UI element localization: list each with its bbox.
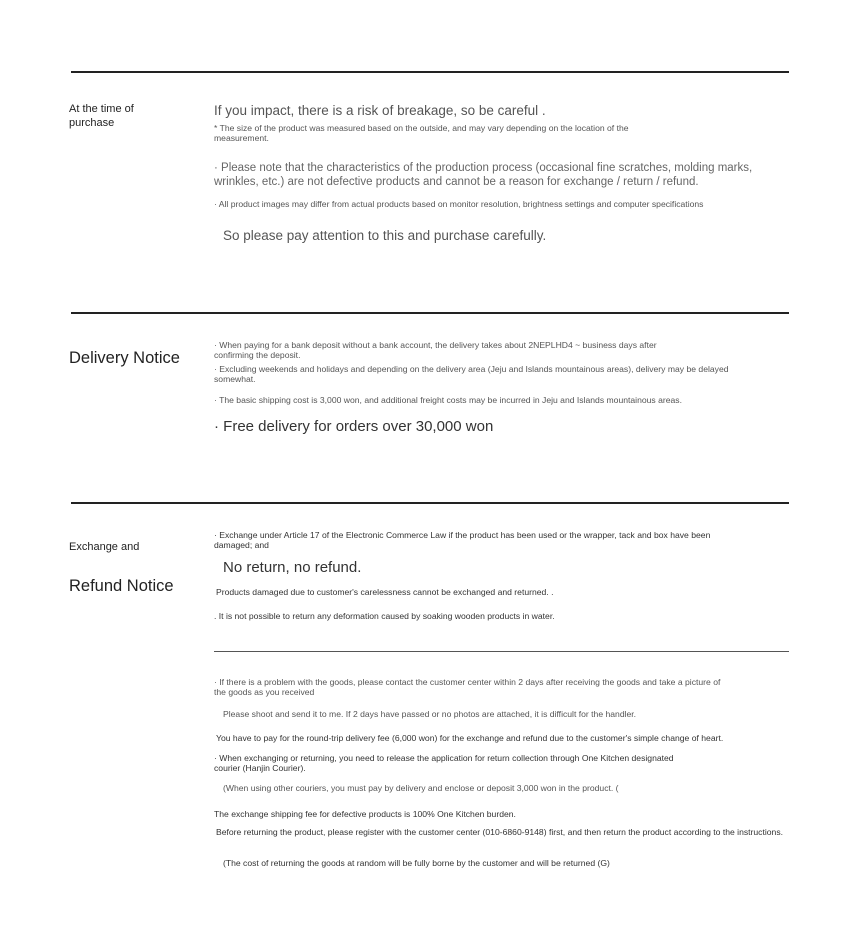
exchange-line: · If there is a problem with the goods, please contact the customer center within 2 days after receiving the goods and take a picture of the goods as you received bbox=[214, 677, 721, 697]
purchase-line: · All product images may differ from actual products based on monitor resolution, brightness settings and computer specifications bbox=[214, 199, 704, 209]
delivery-heading: Delivery Notice bbox=[69, 349, 180, 367]
exchange-heading-small: Exchange and bbox=[69, 541, 140, 553]
section-divider-purchase bbox=[71, 71, 789, 73]
section-divider-exchange bbox=[71, 502, 789, 504]
exchange-line: The exchange shipping fee for defective products is 100% One Kitchen burden. bbox=[214, 809, 516, 819]
purchase-line: If you impact, there is a risk of breakage, so be careful . bbox=[214, 103, 546, 118]
delivery-line: · Free delivery for orders over 30,000 won bbox=[214, 418, 494, 435]
exchange-line: (The cost of returning the goods at random will be fully borne by the customer and will be returned (G) bbox=[223, 858, 610, 868]
purchase-line: · Please note that the characteristics of the production process (occasional fine scratches, molding marks, wrinkles, etc.) are not defective products and cannot be a reason for exchange / return / refund. bbox=[214, 162, 753, 189]
exchange-line: Please shoot and send it to me. If 2 days have passed or no photos are attached, it is difficult for the handler. bbox=[223, 709, 637, 719]
exchange-heading-large: Refund Notice bbox=[69, 577, 174, 595]
delivery-line: · The basic shipping cost is 3,000 won, and additional freight costs may be incurred in Jeju and Islands mountainous areas. bbox=[214, 395, 682, 405]
delivery-line: · Excluding weekends and holidays and depending on the delivery area (Jeju and Islands mountainous areas), delivery may be delayed somewhat. bbox=[214, 364, 729, 384]
exchange-line: . It is not possible to return any deformation caused by soaking wooden products in water. bbox=[214, 611, 555, 621]
exchange-line: · Exchange under Article 17 of the Electronic Commerce Law if the product has been used or the wrapper, tack and box have been damaged; and bbox=[214, 530, 711, 550]
purchase-line: * The size of the product was measured based on the outside, and may vary depending on the location of the measurement. bbox=[214, 123, 629, 143]
exchange-line: Products damaged due to customer's carelessness cannot be exchanged and returned. . bbox=[216, 587, 554, 597]
section-divider-delivery bbox=[71, 312, 789, 314]
purchase-heading: At the time of purchase bbox=[69, 103, 134, 130]
exchange-line: Before returning the product, please register with the customer center (010-6860-9148) first, and then return the product according to the instructions. bbox=[216, 827, 784, 837]
delivery-line: · When paying for a bank deposit without a bank account, the delivery takes about 2NEPLHD4 ~ business days after confirming the deposit. bbox=[214, 340, 657, 360]
purchase-line: So please pay attention to this and purchase carefully. bbox=[223, 228, 547, 243]
exchange-line: No return, no refund. bbox=[223, 559, 362, 576]
exchange-line: You have to pay for the round-trip delivery fee (6,000 won) for the exchange and refund due to the customer's simple change of heart. bbox=[216, 733, 724, 743]
exchange-line: · When exchanging or returning, you need to release the application for return collection through One Kitchen designated courier (Hanjin Courier). bbox=[214, 753, 674, 773]
exchange-line: (When using other couriers, you must pay by delivery and enclose or deposit 3,000 won in the product. ( bbox=[223, 783, 619, 793]
exchange-subdivider bbox=[214, 651, 789, 652]
